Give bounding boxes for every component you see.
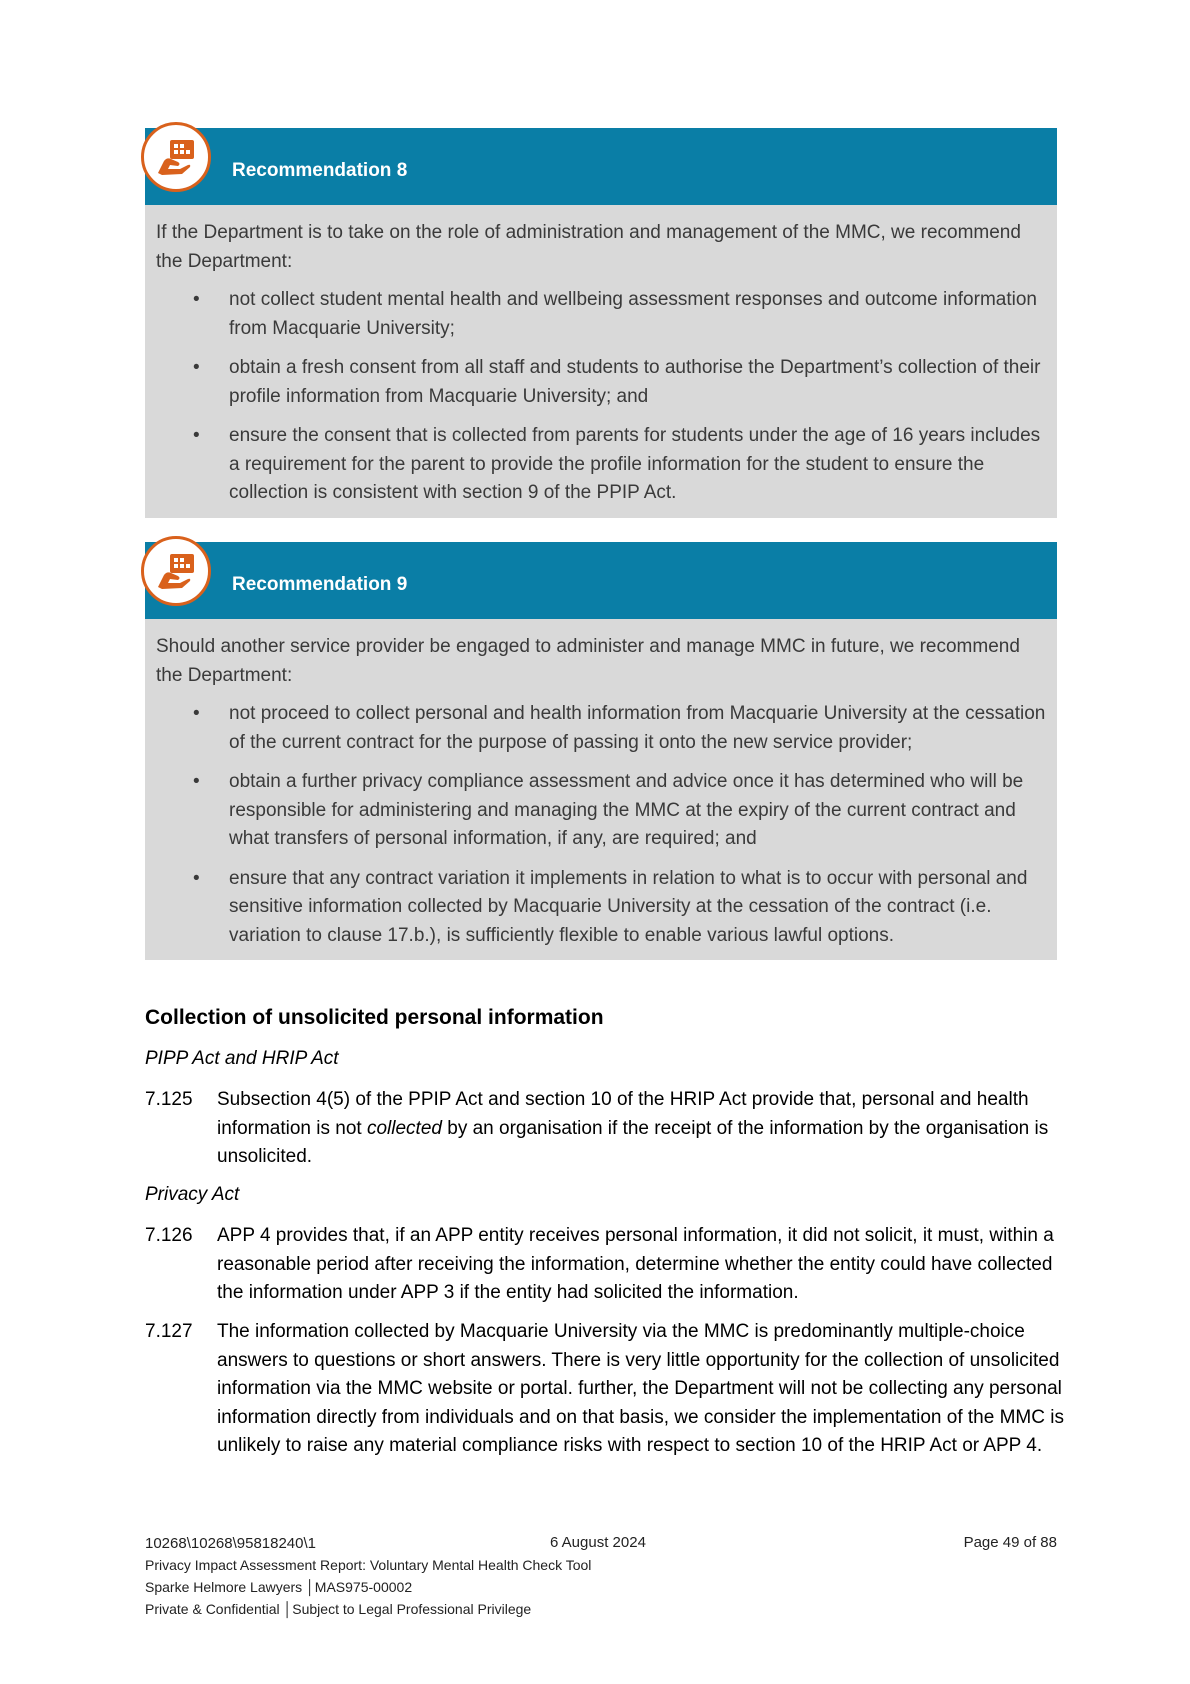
footer-firm: Sparke Helmore Lawyers │MAS975-00002 [145, 1579, 413, 1595]
footer-confidentiality: Private & Confidential │Subject to Legal Professional Privilege [145, 1601, 532, 1617]
recommendation-9-body [145, 619, 1057, 960]
subheading-privacy-act: Privacy Act [145, 1184, 240, 1205]
recommendation-9-header [145, 542, 1057, 619]
paragraph-7-125: 7.125 Subsection 4(5) of the PPIP Act and section 10 of the HRIP Act provide that, personal and health information is not collected by an organisation if the receipt of the information by the organisation is unsolicited. [145, 1086, 1065, 1172]
recommendation-9-intro: Should another service provider be engaged to administer and manage MMC in future, we recommend the Department: [156, 636, 1020, 686]
recommendation-8-body [145, 205, 1057, 518]
paragraph-number: 7.125 [145, 1089, 193, 1110]
list-item: • not proceed to collect personal and health information from Macquarie University at the cessation of the current contract for the purpose of passing it onto the new service provider; [193, 703, 1046, 753]
section-heading: Collection of unsolicited personal information [145, 1006, 604, 1029]
document-date: 6 August 2024 [550, 1534, 646, 1551]
list-item: • ensure that any contract variation it implements in relation to what is to occur with personal and sensitive information collected by Macquarie University at the cessation of the contract (i.e. variation to clause 17.b.), is sufficiently flexible to enable various lawful options. [193, 867, 1028, 946]
paragraph-number: 7.126 [145, 1225, 193, 1246]
page-footer [145, 1532, 1057, 1620]
paragraph-7-127: 7.127 The information collected by Macquarie University via the MMC is predominantly multiple-choice answers to questions or short answers. There is very little opportunity for the collection of unsolicited information via the MMC website or portal. further, the Department will not be collecting any personal information directly from individuals and on that basis, we consider the implementation of the MMC is unlikely to raise any material compliance risks with respect to section 10 of the HRIP Act or APP 4. [145, 1318, 1065, 1461]
list-item: • not collect student mental health and wellbeing assessment responses and outcome information from Macquarie University; [193, 289, 1037, 339]
list-item: • obtain a further privacy compliance assessment and advice once it has determined who will be responsible for administering and managing the MMC at the expiry of the current contract and what transfers of personal information, if any, are required; and [193, 771, 1024, 849]
recommendation-8-intro: If the Department is to take on the role of administration and management of the MMC, we recommend the Department: [156, 222, 1021, 272]
recommendation-8-header [145, 128, 1057, 205]
list-item: • obtain a fresh consent from all staff and students to authorise the Department’s collection of their profile information from Macquarie University; and [193, 357, 1041, 407]
presentation-icon [141, 536, 211, 606]
recommendation-8-title: Recommendation 8 [232, 160, 408, 181]
footer-title: Privacy Impact Assessment Report: Voluntary Mental Health Check Tool [145, 1557, 592, 1573]
document-id: 10268\10268\95818240\1 [145, 1535, 317, 1552]
recommendation-9-box [145, 542, 1057, 960]
page-number: Page 49 of 88 [963, 1534, 1057, 1551]
recommendation-9-title: Recommendation 9 [232, 574, 408, 595]
paragraph-7-126: 7.126 APP 4 provides that, if an APP entity receives personal information, it did not solicit, it must, within a reasonable period after receiving the information, determine whether the entity could have collected the information under APP 3 if the entity had solicited the information. [145, 1222, 1065, 1308]
presentation-icon [141, 122, 211, 192]
paragraph-number: 7.127 [145, 1321, 193, 1342]
subheading-pipp-hrip: PIPP Act and HRIP Act [145, 1048, 339, 1069]
recommendation-8-box [145, 128, 1057, 518]
list-item: • ensure the consent that is collected from parents for students under the age of 16 years includes a requirement for the parent to provide the profile information for the student to ensure the collection is consistent with section 9 of the PPIP Act. [193, 425, 1041, 503]
